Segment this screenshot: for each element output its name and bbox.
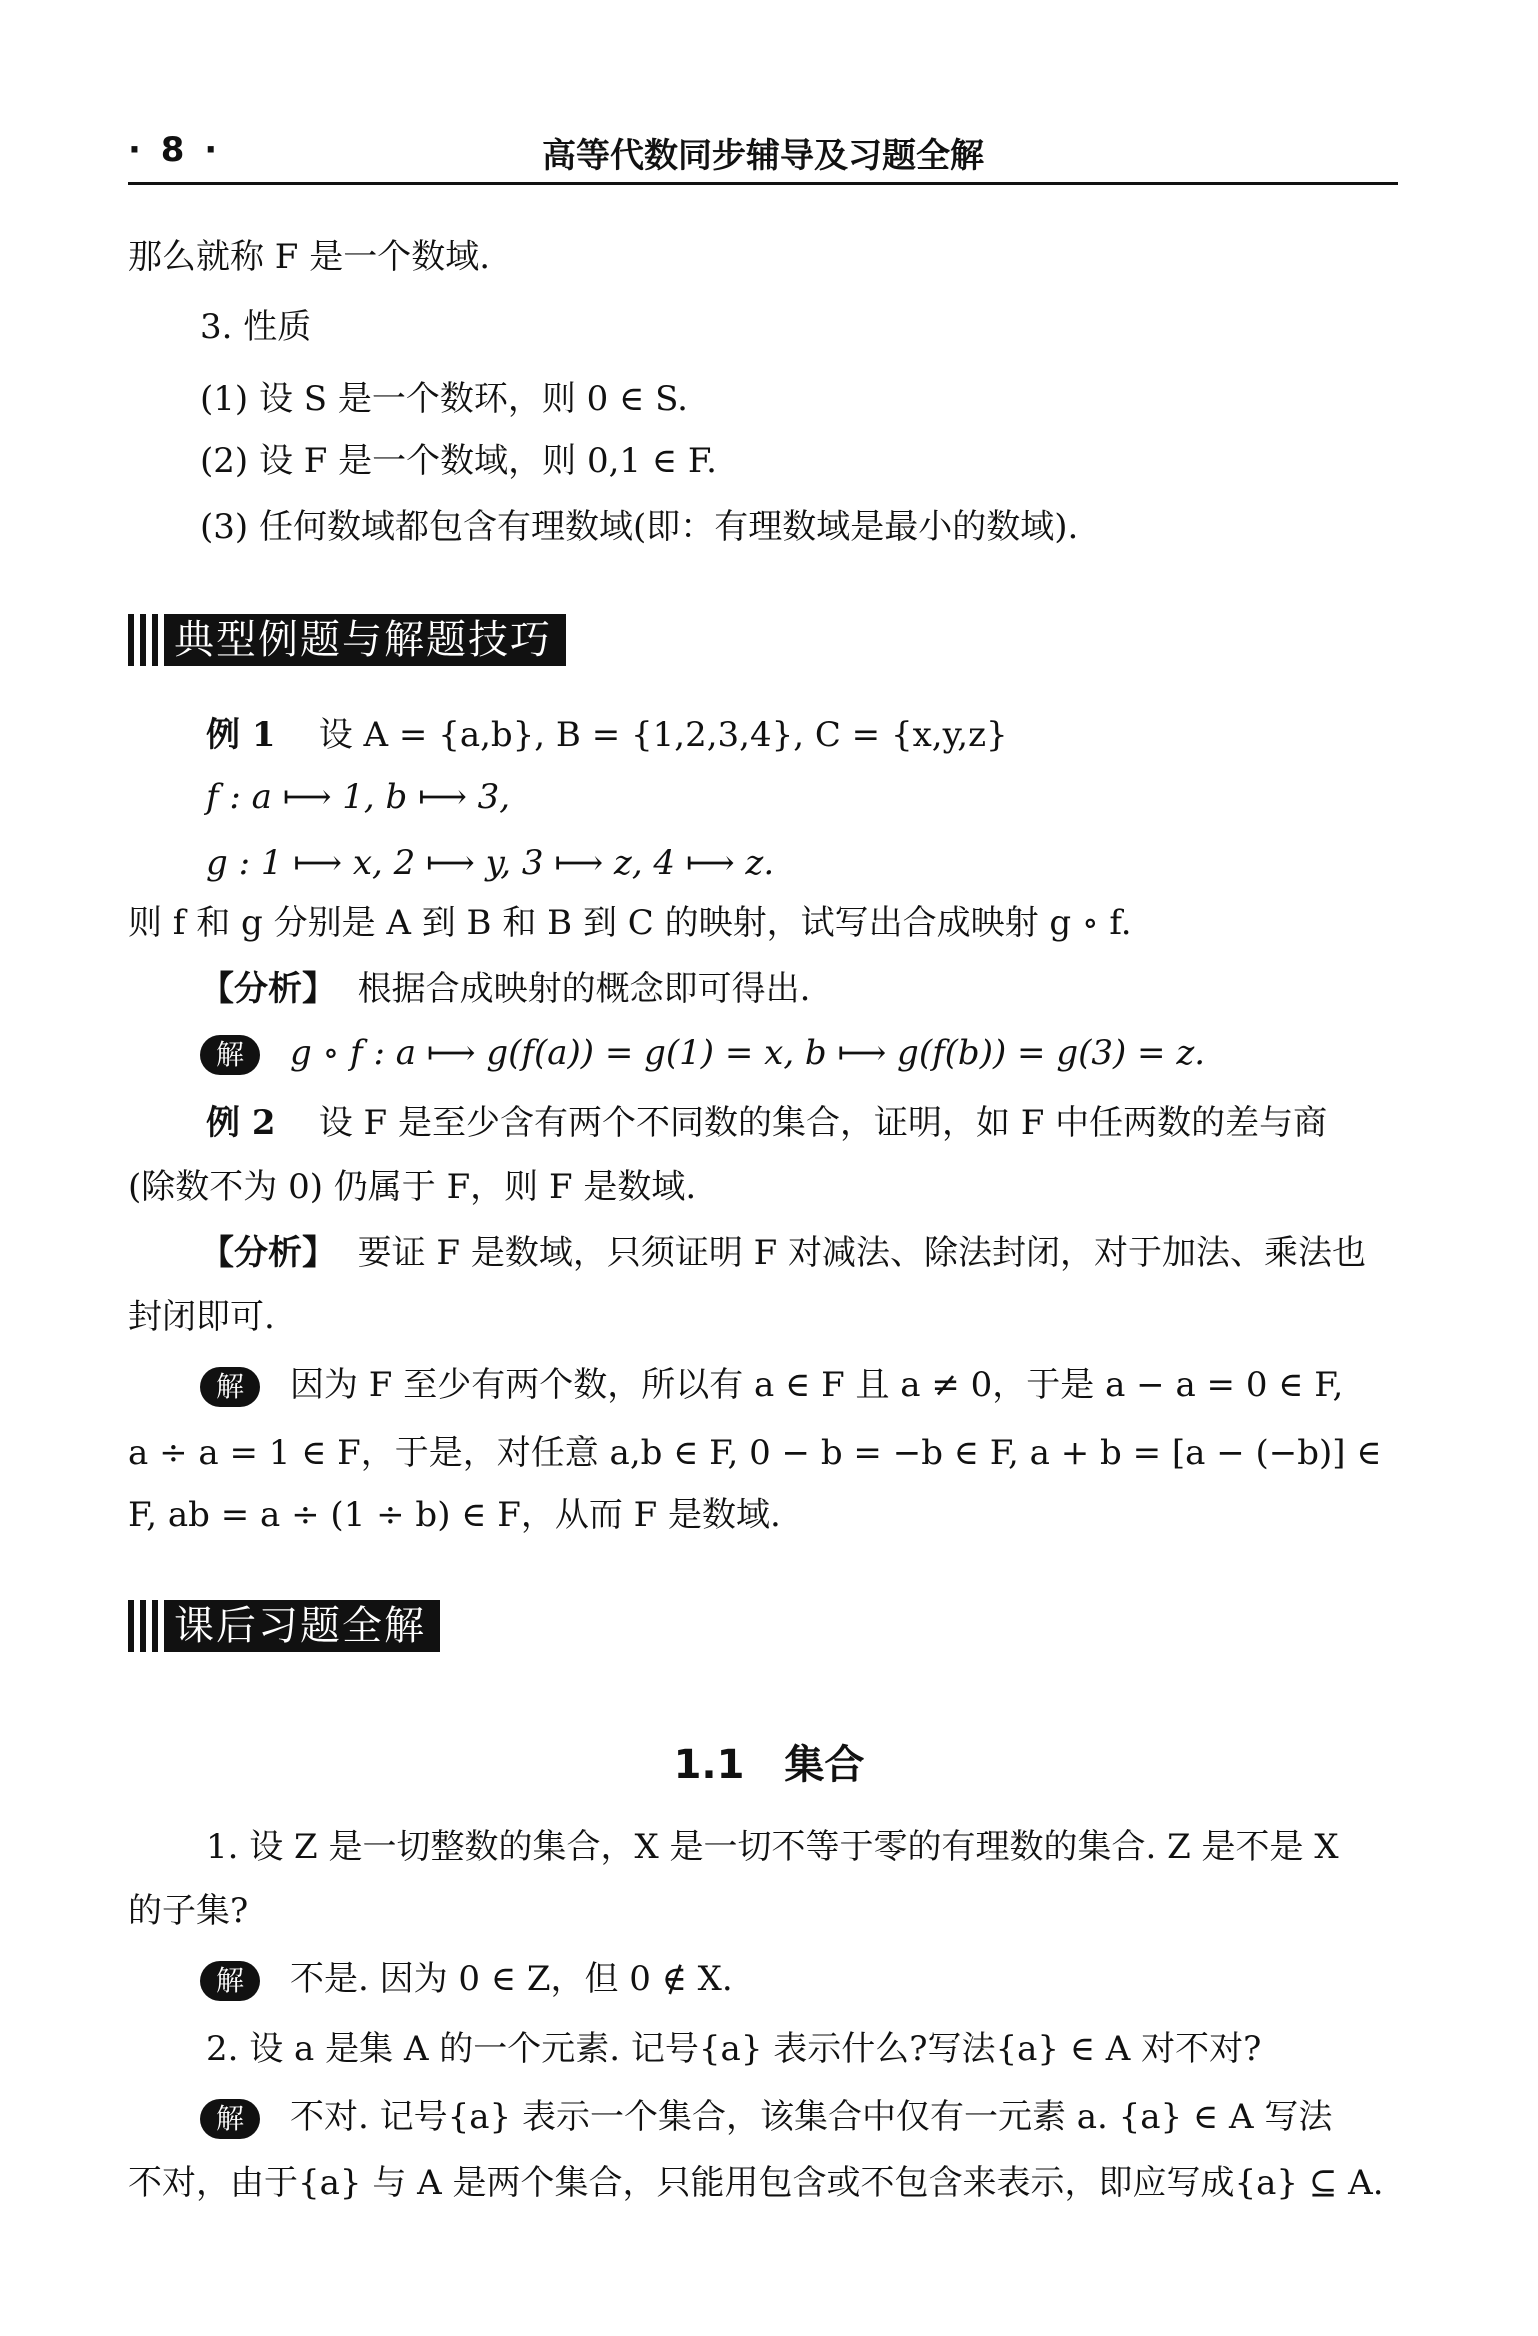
solution-badge: 解: [200, 1367, 260, 1407]
section-banner-exercises: [128, 1600, 440, 1652]
properties-heading: 3. 性质: [200, 307, 312, 347]
q1-solution: 解 不是. 因为 0 ∈ Z，但 0 ∉ X.: [200, 1958, 733, 2001]
example-2-analysis: 【分析】 要证 F 是数域，只须证明 F 对减法、除法封闭，对于加法、乘法也: [200, 1233, 1367, 1273]
property-2: (2) 设 F 是一个数域，则 0,1 ∈ F.: [200, 441, 717, 481]
q2-solution-2: 不对，由于{a} 与 A 是两个集合，只能用包含或不包含来表示，即应写成{a} ⊆ A.: [128, 2163, 1384, 2203]
q2-line-1: 2. 设 a 是集 A 的一个元素. 记号{a} 表示什么?写法{a} ∈ A 对不对?: [206, 2029, 1262, 2069]
example-1-line-2: f : a ⟼ 1, b ⟼ 3,: [206, 777, 511, 817]
example-1-line-4: 则 f 和 g 分别是 A 到 B 和 B 到 C 的映射，试写出合成映射 g ∘ f.: [128, 903, 1132, 943]
q1-line-1: 1. 设 Z 是一切整数的集合，X 是一切不等于零的有理数的集合. Z 是不是 X: [206, 1827, 1339, 1867]
example-2-line-1: 例 2 设 F 是至少含有两个不同数的集合，证明，如 F 中任两数的差与商: [206, 1103, 1328, 1143]
example-2-solution-2: a ÷ a = 1 ∈ F，于是，对任意 a,b ∈ F, 0 − b = −b ∈ F, a + b = [a − (−b)] ∈: [128, 1433, 1382, 1473]
section-banner-examples: [128, 614, 566, 666]
example-2-label: 例 2: [206, 1103, 276, 1143]
banner-label: 典型例题与解题技巧: [164, 614, 566, 666]
example-2-line-2: (除数不为 0) 仍属于 F，则 F 是数域.: [128, 1167, 697, 1207]
example-1-solution: 解 g ∘ f : a ⟼ g(f(a)) = g(1) = x, b ⟼ g(f(b)) = g(3) = z.: [200, 1032, 1205, 1075]
banner-label: 课后习题全解: [164, 1600, 440, 1652]
property-1: (1) 设 S 是一个数环，则 0 ∈ S.: [200, 379, 688, 419]
q2-solution-1: 解 不对. 记号{a} 表示一个集合，该集合中仅有一元素 a. {a} ∈ A 写法: [200, 2096, 1332, 2139]
book-title: 高等代数同步辅导及习题全解: [542, 136, 984, 176]
example-1-label: 例 1: [206, 715, 276, 755]
solution-badge: 解: [200, 2099, 260, 2139]
property-3: (3) 任何数域都包含有理数域(即：有理数域是最小的数域).: [200, 507, 1079, 547]
solution-badge: 解: [200, 1035, 260, 1075]
example-2-analysis-cont: 封闭即可.: [128, 1297, 275, 1337]
page-header: [128, 108, 1398, 185]
solution-badge: 解: [200, 1961, 260, 2001]
q1-line-2: 的子集?: [128, 1891, 249, 1931]
example-1-analysis: 【分析】 根据合成映射的概念即可得出.: [200, 969, 811, 1009]
banner-bars: [128, 1600, 158, 1652]
section-title: 1.1 集合: [673, 1742, 865, 1788]
example-1-line-3: g : 1 ⟼ x, 2 ⟼ y, 3 ⟼ z, 4 ⟼ z.: [206, 843, 775, 883]
analysis-label: 【分析】: [200, 969, 336, 1009]
analysis-label: 【分析】: [200, 1233, 336, 1273]
example-2-solution-3: F, ab = a ÷ (1 ÷ b) ∈ F，从而 F 是数域.: [128, 1495, 781, 1535]
example-2-solution-1: 解 因为 F 至少有两个数，所以有 a ∈ F 且 a ≠ 0，于是 a − a = 0 ∈ F,: [200, 1364, 1343, 1407]
example-1-line-1: 例 1 设 A = {a,b}, B = {1,2,3,4}, C = {x,y,z}: [206, 715, 1008, 755]
intro-line: 那么就称 F 是一个数域.: [128, 237, 491, 277]
page-number: · 8 ·: [128, 130, 222, 170]
banner-bars: [128, 614, 158, 666]
